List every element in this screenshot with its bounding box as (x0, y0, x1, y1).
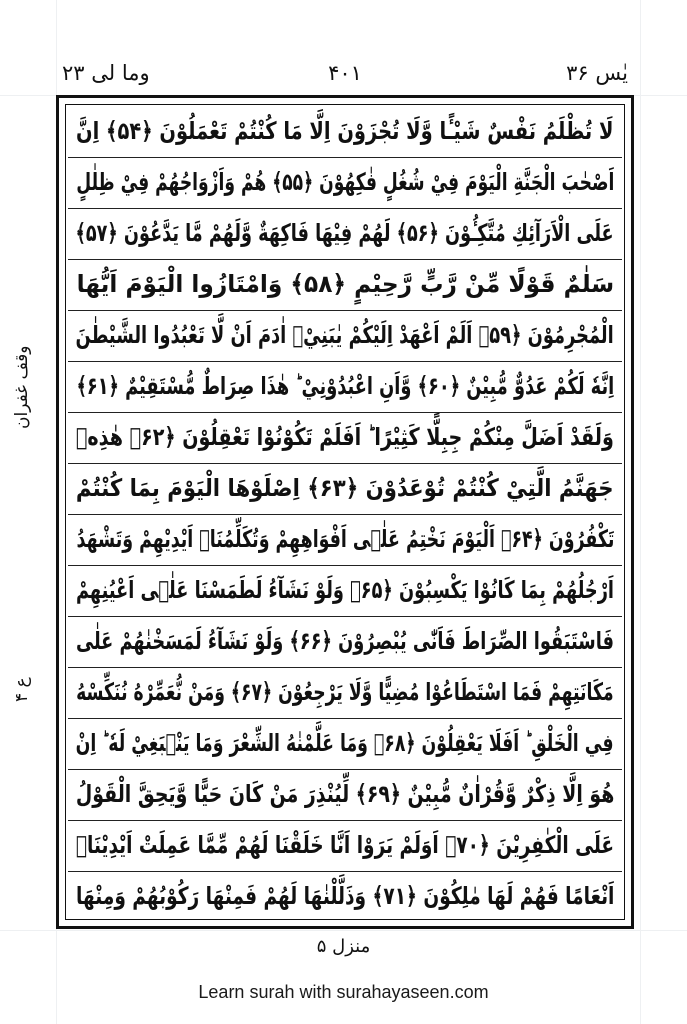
verse-line-text: اَصْحٰبَ الْجَنَّةِ الْيَوْمَ فِيْ شُغُلٍ فٰكِهُوْنَ ﴿۵۵﴾ هُمْ وَاَزْوَاجُهُمْ فِيْ ظِلٰلٍ (75, 168, 615, 196)
verse-line (68, 258, 622, 311)
verse-line (68, 360, 622, 413)
verse-line-text: فَاسْتَبَقُوا الصِّرَاطَ فَاَنّٰى يُبْصِرُوْنَ ﴿۶۶﴾ وَلَوْ نَشَآءُ لَمَسَخْنٰهُمْ عَلٰى (76, 627, 614, 655)
verse-line-text: تَكْفُرُوْنَ ﴿۶۴﴾ اَلْيَوْمَ نَخْتِمُ عَلٰۤى اَفْوَاهِهِمْ وَتُكَلِّمُنَاۤ اَيْدِيْهِمْ وَتَشْهَدُ (76, 525, 614, 553)
page-header (62, 60, 628, 86)
verse-line (68, 615, 622, 668)
verse-line (68, 411, 622, 464)
verse-line-text: لَا تُظْلَمُ نَفْسٌ شَيْـًٔا وَّلَا تُجْزَوْنَ اِلَّا مَا كُنْتُمْ تَعْمَلُوْنَ ﴿۵۴﴾ اِنَّ (76, 117, 614, 145)
verse-line-text: وَلَقَدْ اَضَلَّ مِنْكُمْ جِبِلًّا كَثِيْرًا ؕ اَفَلَمْ تَكُوْنُوْا تَعْقِلُوْنَ ﴿۶۲﴾ هٰذِهٖ (76, 423, 614, 451)
verse-line (68, 717, 622, 770)
verse-line-text: اَرْجُلُهُمْ بِمَا كَانُوْا يَكْسِبُوْنَ ﴿۶۵﴾ وَلَوْ نَشَآءُ لَطَمَسْنَا عَلٰۤى اَعْيُنِهِمْ (75, 576, 614, 604)
verse-line (68, 513, 622, 566)
verse-line (68, 105, 622, 158)
page-number: ۴۰۱ (328, 61, 362, 85)
page-guide-right (640, 0, 641, 1024)
verse-line (68, 309, 622, 362)
verse-line-text: سَلٰمٌ قَوْلًا مِّنْ رَّبٍّ رَّحِيْمٍ ﴿۵۸﴾ وَامْتَازُوا الْيَوْمَ اَيُّهَا (76, 270, 614, 298)
verse-line-text: جَهَنَّمُ الَّتِيْ كُنْتُمْ تُوْعَدُوْنَ ﴿۶۳﴾ اِصْلَوْهَا الْيَوْمَ بِمَا كُنْتُمْ (76, 474, 614, 502)
verse-line (68, 462, 622, 515)
verse-line (68, 819, 622, 872)
waqf-margin-note: وقف غفران (12, 345, 32, 429)
verse-line (68, 564, 622, 617)
juz-label: وما لی ۲۳ (62, 61, 150, 85)
verse-line-text: اِنَّهٗ لَكُمْ عَدُوٌّ مُّبِيْنٌ ﴿۶۰﴾ وَّاَنِ اعْبُدُوْنِيْ ؕ هٰذَا صِرَاطٌ مُّسْتَقِيْمٌ ﴿۶۱﴾ (76, 372, 614, 400)
quran-page-frame (56, 95, 634, 929)
verse-line-text: الْمُجْرِمُوْنَ ﴿۵۹﴾ اَلَمْ اَعْهَدْ اِلَيْكُمْ يٰبَنِيْۤ اٰدَمَ اَنْ لَّا تَعْبُدُوا الشَّيْطٰنَ (75, 321, 615, 349)
verse-line-text: اَنْعَامًا فَهُمْ لَهَا مٰلِكُوْنَ ﴿۷۱﴾ وَذَلَّلْنٰهَا لَهُمْ فَمِنْهَا رَكُوْبُهُمْ وَمِنْهَا (75, 882, 615, 910)
verse-line-text: مَكَانَتِهِمْ فَمَا اسْتَطَاعُوْا مُضِيًّا وَّلَا يَرْجِعُوْنَ ﴿۶۷﴾ وَمَنْ نُّعَمِّرْهُ نُنَكِّسْهُ (76, 678, 614, 706)
site-credit: Learn surah with surahayaseen.com (198, 982, 489, 1002)
verse-line-text: عَلَى الْكٰفِرِيْنَ ﴿۷۰﴾ اَوَلَمْ يَرَوْا اَنَّا خَلَقْنَا لَهُمْ مِّمَّا عَمِلَتْ اَيْدِيْنَاۤ (75, 831, 615, 859)
verse-line-text: فِي الْخَلْقِ ؕ اَفَلَا يَعْقِلُوْنَ ﴿۶۸﴾ وَمَا عَلَّمْنٰهُ الشِّعْرَ وَمَا يَنْۢبَغِيْ لَهٗ ؕ اِنْ (76, 729, 614, 757)
verse-line-text: عَلَى الْاَرَآئِكِ مُتَّكِـُٔوْنَ ﴿۵۶﴾ لَهُمْ فِيْهَا فَاكِهَةٌ وَّلَهُمْ مَّا يَدَّعُوْنَ ﴿۵۷﴾ (75, 219, 615, 247)
surah-label: یٰس ۳۶ (566, 61, 628, 85)
verse-line (68, 666, 622, 719)
manzil-label: منزل ۵ (316, 936, 371, 957)
verse-line (68, 207, 622, 260)
verse-lines (68, 105, 622, 919)
ruku-marker: ع ۴ (12, 677, 32, 703)
verse-line (68, 768, 622, 821)
verse-line (68, 870, 622, 922)
page-guide-bottom (0, 930, 687, 931)
verse-line (68, 156, 622, 209)
verse-line-text: هُوَ اِلَّا ذِكْرٌ وَّقُرْاٰنٌ مُّبِيْنٌ ﴿۶۹﴾ لِّيُنْذِرَ مَنْ كَانَ حَيًّا وَّيَحِقَّ الْقَوْلُ (75, 780, 615, 808)
text-frame (65, 104, 625, 920)
